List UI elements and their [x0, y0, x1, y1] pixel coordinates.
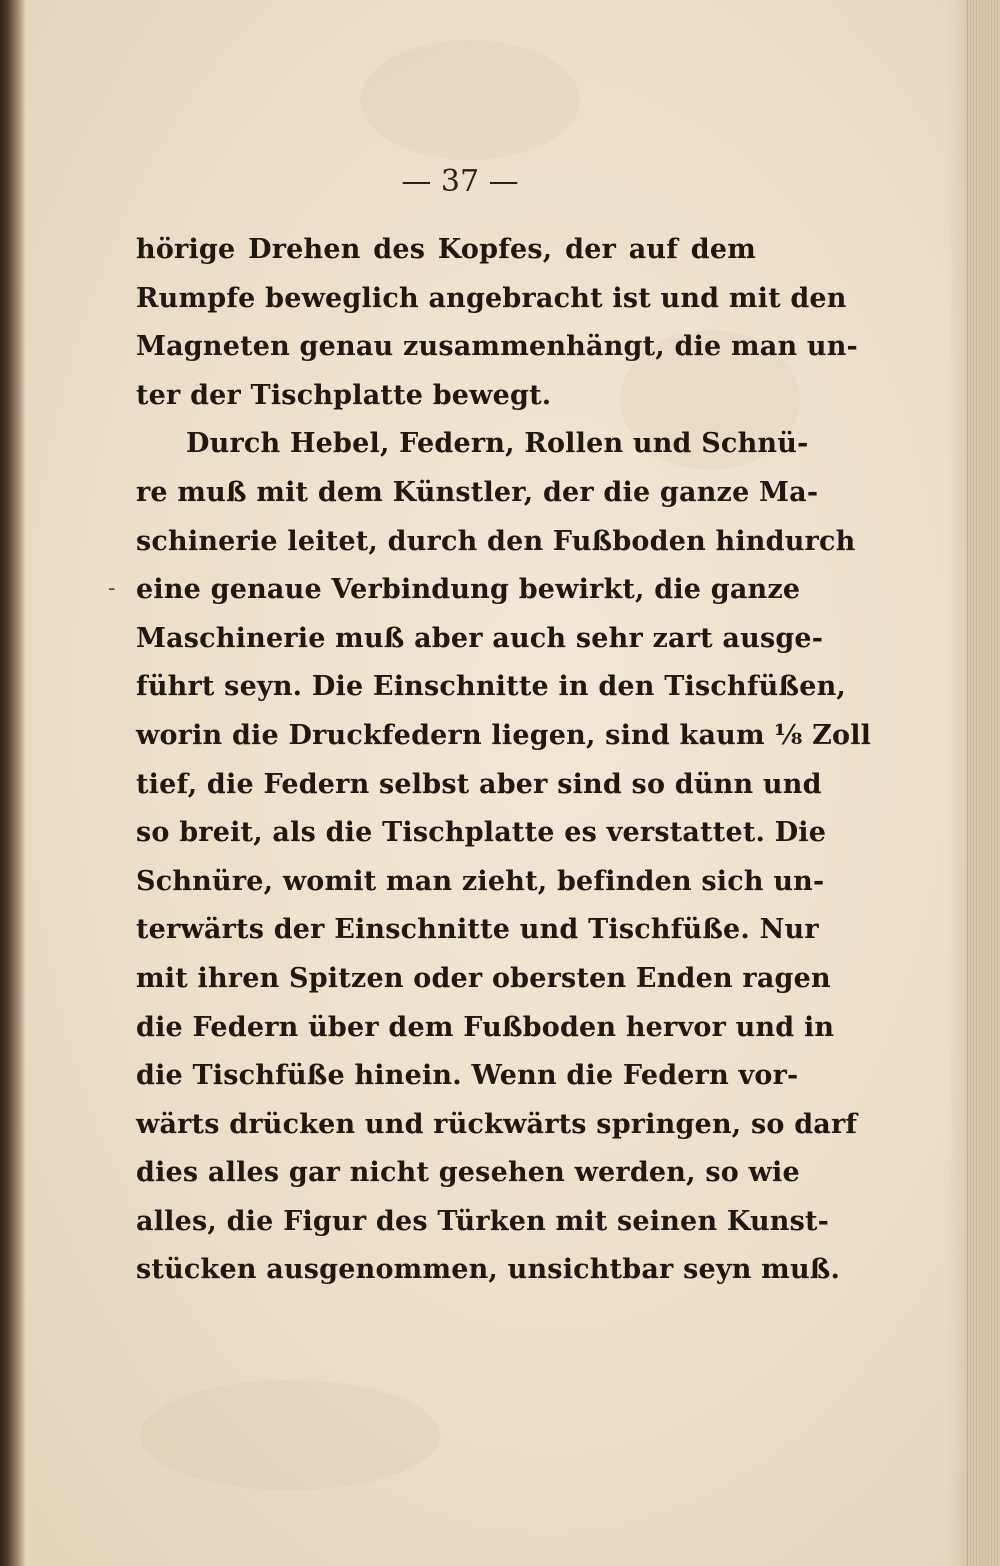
text-line: die Tischfüße hinein. Wenn die Federn vor- [136, 1060, 799, 1092]
page-edge-shadow [948, 0, 968, 1566]
page-fore-edge [967, 0, 1000, 1566]
text-line: wärts drücken und rückwärts springen, so darf [136, 1108, 858, 1140]
text-line: schinerie leitet, durch den Fußboden hindurch [136, 525, 856, 557]
text-line: die Federn über dem Fußboden hervor und in [136, 1011, 835, 1043]
text-line: so breit, als die Tischplatte es verstattet. Die [136, 817, 827, 849]
paragraph-start-line: Durch Hebel, Federn, Rollen und Schnü- [186, 428, 809, 460]
body-text [136, 226, 872, 1295]
text-line: mit ihren Spitzen oder obersten Enden ragen [136, 962, 831, 994]
text-line: dies alles gar nicht gesehen werden, so wie [136, 1157, 800, 1189]
text-line: alles, die Figur des Türken mit seinen Kunst- [136, 1205, 830, 1237]
text-line: ter der Tischplatte bewegt. [136, 379, 552, 411]
text-line: führt seyn. Die Einschnitte in den Tischfüßen, [136, 671, 847, 703]
text-line: eine genaue Verbindung bewirkt, die ganze [136, 574, 801, 606]
text-line: Rumpfe beweglich angebracht ist und mit den [136, 282, 847, 314]
text-line: terwärts der Einschnitte und Tischfüße. Nur [136, 914, 819, 946]
text-line: Magneten genau zusammenhängt, die man un- [136, 331, 858, 363]
text-line: tief, die Federn selbst aber sind so dünn und [136, 768, 822, 800]
paper-stain [360, 40, 580, 160]
text-line: worin die Druckfedern liegen, sind kaum ⅛ Zoll [136, 719, 872, 751]
margin-mark: - [108, 576, 116, 601]
book-binding-edge [0, 0, 26, 1566]
page-number-header: — 37 — [401, 164, 519, 199]
text-line: hörige Drehen des Kopfes, der auf dem [136, 234, 756, 265]
text-line: Maschinerie muß aber auch sehr zart ausge- [136, 622, 824, 654]
text-line: re muß mit dem Künstler, der die ganze Ma- [136, 476, 819, 508]
paper-stain [140, 1380, 440, 1490]
text-line: Schnüre, womit man zieht, befinden sich un- [136, 865, 825, 897]
text-line: stücken ausgenommen, unsichtbar seyn muß. [136, 1254, 841, 1286]
